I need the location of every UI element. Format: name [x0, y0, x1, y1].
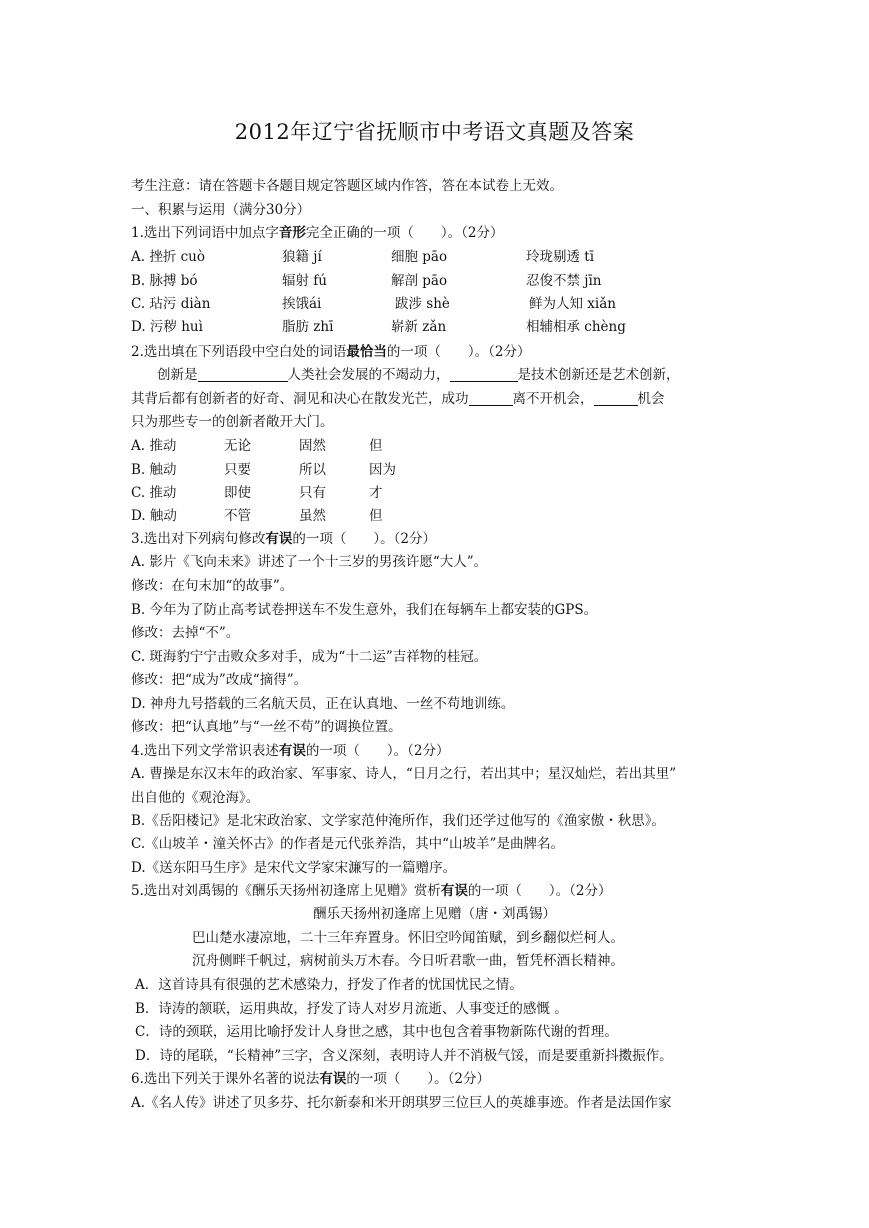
q4-option-b: B.《岳阳楼记》是北宋政治家、文学家范仲淹所作，我们还学过他写的《渔家傲・秋思》。 [131, 813, 665, 829]
q2-passage-line-2: 其背后都有创新者的好奇、洞见和决心在散发光芒，成功 离不开机会， 机会 [131, 391, 665, 407]
q4-option-a: A. 曹操是东汉末年的政治家、军事家、诗人，“日月之行，若出其中；星汉灿烂，若出其里” [131, 766, 677, 782]
question-4: 4.选出下列文学常识表述有误的一项（ ）。（2分） [131, 743, 450, 759]
q3-fix-d: 修改：把“认真地”与“一丝不苟”的调换位置。 [131, 719, 402, 735]
blank-1 [198, 367, 288, 382]
q5-option-b: B．诗涛的颔联，运用典故，抒发了诗人对岁月流逝、人事变迁的感慨 。 [135, 1001, 568, 1017]
q3-fix-b: 修改：去掉“不”。 [131, 625, 240, 641]
q3-option-c: C. 斑海豹宁宁击败众多对手，成为“十二运”吉祥物的桂冠。 [131, 649, 488, 665]
question-1: 1.选出下列词语中加点字音形完全正确的一项（ ）。（2分） [131, 225, 504, 241]
q6-option-a: A.《名人传》讲述了贝多芬、托尔新泰和米开朗琪罗三位巨人的英雄事迹。作者是法国作家 [131, 1095, 672, 1111]
poem-line-1: 巴山楚水凄凉地，二十三年弃置身。怀旧空吟闻笛赋，到乡翻似烂柯人。 [192, 930, 624, 946]
q2-passage-line-1: 创新是 人类社会发展的不竭动力， 是技术创新还是艺术创新， [157, 367, 680, 383]
q3-fix-c: 修改：把“成为”改成“摘得”。 [131, 672, 308, 688]
q4-option-a-cont: 出自他的《观沧海》。 [131, 790, 260, 806]
poem-line-2: 沉舟侧畔千帆过，病树前头万木春。今日听君歌一曲，暂凭杯酒长精神。 [192, 953, 624, 969]
q3-option-b: B. 今年为了防止高考试卷押送车不发生意外，我们在每辆车上都安装的GPS。 [131, 602, 598, 618]
blank-4 [594, 391, 638, 406]
question-3: 3.选出对下列病句修改有误的一项（ ）。（2分） [131, 531, 436, 547]
exam-page: 2012年辽宁省抚顺市中考语文真题及答案 考生注意：请在答题卡各题目规定答题区域内作答，答在本试卷上无效。 一、积累与运用（满分30分） 1.选出下列词语中加点字音形完全正确的一项（ ）。（2分） A. 挫折 cuò 狼籍 jí 细胞 pāo 玲珑剔透 tī B. 脉搏 bó 辐射 fú 解剖 pāo 忍俊不禁 jīn C. 玷污 diàn 挨饿ái 跋涉 shè 鲜为人知 xiǎn D. 污秽 huì 脂肪 zhī 崭新 zǎn 相辅相承 chèng 2.选出填在下列语段中空白处的词语最恰当的一项（ ）。（2分） 创新是 人类社会发展的不竭动力， 是技术创新还是艺术创新， 其背后都有创新者的好奇、洞见和决心在散发光芒，成功 离不开机会， 机会 只为那些专一的创新者敞开大门。 A. 推动 无论 固然 但 B. 触动 只要 所以 因为 C. 推动 即使 只有 才 D. 触动 不管 虽然 但 3.选出对下列病句修改有误的一项（ ）。（2分） A. 影片《飞向未来》讲述了一个十三岁的男孩许愿“大人”。 修改：在句末加“的故事”。 B. 今年为了防止高考试卷押送车不发生意外，我们在每辆车上都安装的GPS。 修改：去掉“不”。 C. 斑海豹宁宁击败众多对手，成为“十二运”吉祥物的桂冠。 修改：把“成为”改成“摘得”。 D. 神舟九号搭载的三名航天员，正在认真地、一丝不苟地训练。 修改：把“认真地”与“一丝不苟”的调换位置。 4.选出下列文学常识表述有误的一项（ ）。（2分） A. 曹操是东汉末年的政治家、军事家、诗人，“日月之行，若出其中；星汉灿烂，若出其里” 出自他的《观沧海》。 B.《岳阳楼记》是北宋政治家、文学家范仲淹所作，我们还学过他写的《渔家傲・秋思》。 C.《山坡羊・潼关怀古》的作者是元代张养浩，其中“山坡羊”是曲牌名。 D.《送东阳马生序》是宋代文学家宋濂写的一篇赠序。 5.选出对刘禹锡的《酬乐天扬州初逢席上见赠》赏析有误的一项（ ）。（2分） 酬乐天扬州初逢席上见赠（唐・刘禹锡） 巴山楚水凄凉地，二十三年弃置身。怀旧空吟闻笛赋，到乡翻似烂柯人。 沉舟侧畔千帆过，病树前头万木春。今日听君歌一曲，暂凭杯酒长精神。 A．这首诗具有很强的艺术感染力，抒发了作者的忧国忧民之情。 B．诗涛的颔联，运用典故，抒发了诗人对岁月流逝、人事变迁的感慨 。 C．诗的颈联，运用比喻抒发计人身世之感，其中也包含着事物新陈代谢的哲理。 D．诗的尾联，“长精神”三字，含义深刻，表明诗人并不消极气馁，而是要重新抖擞振作。 6.选出下列关于课外名著的说法有误的一项（ ）。（2分） A.《名人传》讲述了贝多芬、托尔新泰和米开朗琪罗三位巨人的英雄事迹。作者是法国作家 [0, 0, 869, 1228]
q5-option-a: A．这首诗具有很强的艺术感染力，抒发了作者的忧国忧民之情。 [135, 977, 523, 993]
q3-option-a: A. 影片《飞向未来》讲述了一个十三岁的男孩许愿“大人”。 [131, 554, 488, 570]
question-5: 5.选出对刘禹锡的《酬乐天扬州初逢席上见赠》赏析有误的一项（ ）。（2分） [131, 883, 612, 899]
page-title: 2012年辽宁省抚顺市中考语文真题及答案 [234, 120, 635, 144]
q2-passage-line-3: 只为那些专一的创新者敞开大门。 [131, 414, 334, 430]
q3-fix-a: 修改：在句末加“的故事”。 [131, 578, 294, 594]
q3-option-d: D. 神舟九号搭载的三名航天员，正在认真地、一丝不苟地训练。 [131, 696, 515, 712]
question-6: 6.选出下列关于课外名著的说法有误的一项（ ）。（2分） [131, 1071, 490, 1087]
blank-2 [450, 367, 518, 382]
poem-title: 酬乐天扬州初逢席上见赠（唐・刘禹锡） [313, 906, 556, 922]
q5-option-d: D．诗的尾联，“长精神”三字，含义深刻，表明诗人并不消极气馁，而是要重新抖擞振作。 [135, 1048, 673, 1064]
q4-option-c: C.《山坡羊・潼关怀古》的作者是元代张养浩，其中“山坡羊”是曲牌名。 [131, 836, 564, 852]
section-heading: 一、积累与运用（满分30分） [131, 202, 311, 218]
q5-option-c: C．诗的颈联，运用比喻抒发计人身世之感，其中也包含着事物新陈代谢的哲理。 [135, 1024, 618, 1040]
blank-3 [469, 391, 513, 406]
q4-option-d: D.《送东阳马生序》是宋代文学家宋濂写的一篇赠序。 [131, 860, 457, 876]
notice: 考生注意：请在答题卡各题目规定答题区域内作答，答在本试卷上无效。 [131, 178, 563, 194]
question-2: 2.选出填在下列语段中空白处的词语最恰当的一项（ ）。（2分） [131, 344, 531, 360]
